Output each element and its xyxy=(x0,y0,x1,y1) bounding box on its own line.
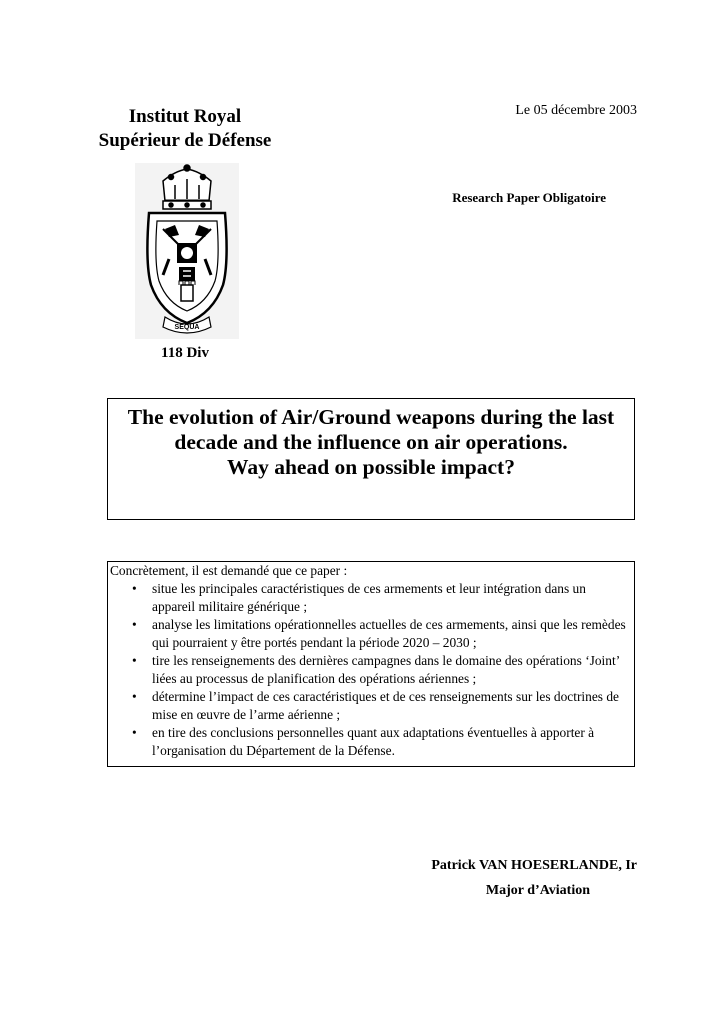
title-line-3: Way ahead on possible impact? xyxy=(227,455,515,479)
bullet-icon: • xyxy=(132,617,137,632)
list-item-text: tire les renseignements des dernières campagnes dans le domaine des opérations ‘Joint’ liées au processus de planification des opérations aériennes ; xyxy=(152,653,620,686)
author-rank: Major d’Aviation xyxy=(485,883,590,898)
institution-name xyxy=(70,105,300,153)
crest-motto-text: SEQUA xyxy=(174,324,200,331)
list-item-text: en tire des conclusions personnelles quant aux adaptations éventuelles à apporter à l’organisation du Département de la Défense. xyxy=(152,725,595,758)
list-item xyxy=(108,652,634,688)
title-line-1: The evolution of Air/Ground weapons during the last xyxy=(127,405,615,429)
list-item-text: analyse les limitations opérationnelles actuelles de ces armements, ainsi que les remèdes qui pourraient y être portés pendant la période 2020 – 2030 ; xyxy=(152,617,626,650)
list-item-text: détermine l’impact de ces caractéristiques et de ces renseignements sur les doctrines de mise en œuvre de l’arme aérienne ; xyxy=(152,689,619,722)
title-box xyxy=(107,398,635,520)
paper-title xyxy=(108,405,634,480)
requirements-box xyxy=(107,561,635,767)
bullet-icon: • xyxy=(132,581,137,596)
list-item xyxy=(108,688,634,724)
requirements-list xyxy=(108,580,634,760)
bullet-icon: • xyxy=(132,653,137,668)
list-item xyxy=(108,580,634,616)
document-date: Le 05 décembre 2003 xyxy=(515,103,637,118)
list-item xyxy=(108,616,634,652)
institution-line-1: Institut Royal xyxy=(128,106,242,127)
paper-type: Research Paper Obligatoire xyxy=(452,190,606,205)
crest-logo xyxy=(135,163,239,339)
institution-line-2: Supérieur de Défense xyxy=(98,130,272,151)
list-item-text: situe les principales caractéristiques de ces armements et leur intégration dans un appareil militaire générique ; xyxy=(152,581,586,614)
division-label: 118 Div xyxy=(161,345,209,361)
author-name: Patrick VAN HOESERLANDE, Ir xyxy=(431,858,637,873)
requirements-intro: Concrètement, il est demandé que ce paper : xyxy=(110,563,348,578)
list-item xyxy=(108,724,634,760)
bullet-icon: • xyxy=(132,689,137,704)
title-line-2: decade and the influence on air operations. xyxy=(174,430,568,454)
bullet-icon: • xyxy=(132,725,137,740)
